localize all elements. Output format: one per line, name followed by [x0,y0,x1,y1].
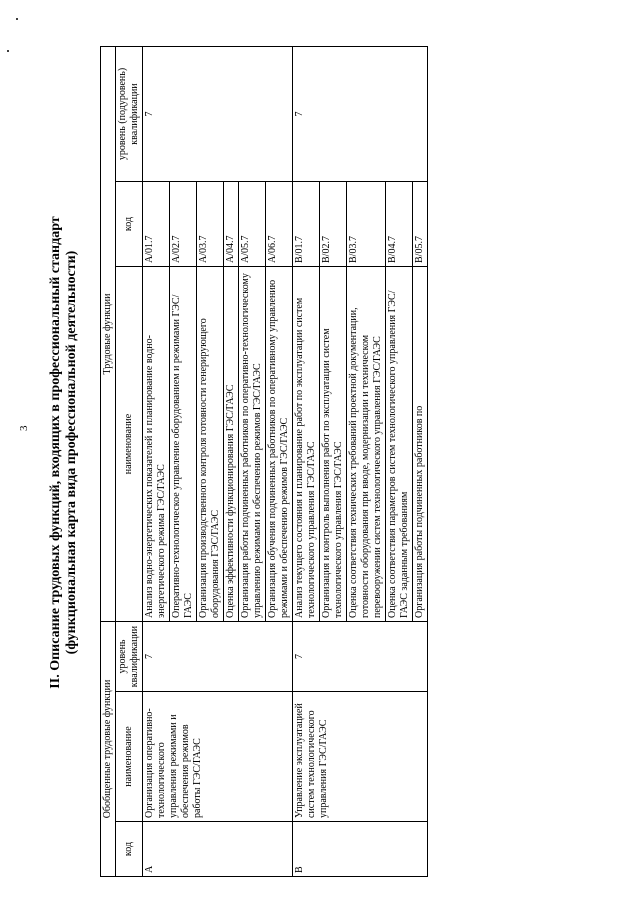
labor-function-code: B/03.7 [347,182,386,267]
labor-function-code: A/02.7 [170,182,197,267]
generalized-function-code: A [143,822,293,877]
page-number: 3 [18,425,30,431]
header-level: уровень квалификации [116,622,143,692]
labor-function-code: A/05.7 [239,182,266,267]
labor-function-name: Анализ текущего состояния и планирование работ по эксплуатации систем технологического управления ГЭС/ГАЭС [293,267,320,622]
functional-map-table [100,46,428,877]
table-row [143,47,170,877]
labor-function-code: A/03.7 [197,182,224,267]
table-body [143,47,428,877]
header-labor-functions: Трудовые функции [101,47,116,622]
labor-function-sublevel: 7 [293,47,428,182]
labor-function-name: Организация обучения подчиненных работников по оперативному управлению режимами и обеспечению режимов ГЭС/ГАЭС [266,267,293,622]
labor-function-code: B/01.7 [293,182,320,267]
labor-function-code: A/01.7 [143,182,170,267]
labor-function-name: Анализ водно-энергетических показателей и планирование водно-энергетического режима ГЭС/ГАЭС [143,267,170,622]
labor-function-code: B/04.7 [386,182,413,267]
labor-function-name: Оценка соответствия параметров систем технологического управления ГЭС/ГАЭС заданным требованиям [386,267,413,622]
header-generalized-functions: Обобщенные трудовые функции [101,622,116,877]
generalized-function-code: B [293,822,428,877]
generalized-function-level: 7 [293,622,428,692]
labor-function-name: Организация работы подчиненных работников по [413,267,428,622]
header-name: наименование [116,692,143,822]
header-row-1 [101,47,116,877]
labor-function-code: A/04.7 [224,182,239,267]
generalized-function-level: 7 [143,622,293,692]
header-function-code: код [116,182,143,267]
header-sublevel: уровень (подуровень) квалификации [116,47,143,182]
generalized-function-name: Управление эксплуатацией систем технологического управления ГЭС/ГАЭС [293,692,428,822]
section-subtitle: (функциональная карта вида профессиональной деятельности) [64,250,79,655]
labor-function-name: Организация и контроль выполнения работ по эксплуатации систем технологического управления ГЭС/ГАЭС [320,267,347,622]
header-function-name: наименование [116,267,143,622]
labor-function-name: Организация производственного контроля готовности генерирующего оборудования ГЭС/ГАЭС [197,267,224,622]
generalized-function-name: Организация оперативно-технологического управления режимами и обеспечения режимов работы ГЭС/ГАЭС [143,692,293,822]
header-row-2 [116,47,143,877]
labor-function-name: Оценка эффективности функционирования ГЭС/ГАЭС [224,267,239,622]
labor-function-name: Организация работы подчиненных работников по оперативно-технологическому управлению режимами и обеспечению режимов ГЭС/ГАЭС [239,267,266,622]
labor-function-sublevel: 7 [143,47,293,182]
labor-function-name: Оперативно-технологическое управление оборудованием и режимами ГЭС/ГАЭС [170,267,197,622]
labor-function-name: Оценка соответствия технических требований проектной документации, готовности оборудования при вводе, модернизации и техническом перевооружении систем технологического управления ГЭС/ГАЭС [347,267,386,622]
labor-function-code: B/02.7 [320,182,347,267]
table-row [293,47,320,877]
section-title: II. Описание трудовых функций, входящих в профессиональный стандарт [48,216,63,689]
labor-function-code: A/06.7 [266,182,293,267]
labor-function-code: B/05.7 [413,182,428,267]
header-code: код [116,822,143,877]
